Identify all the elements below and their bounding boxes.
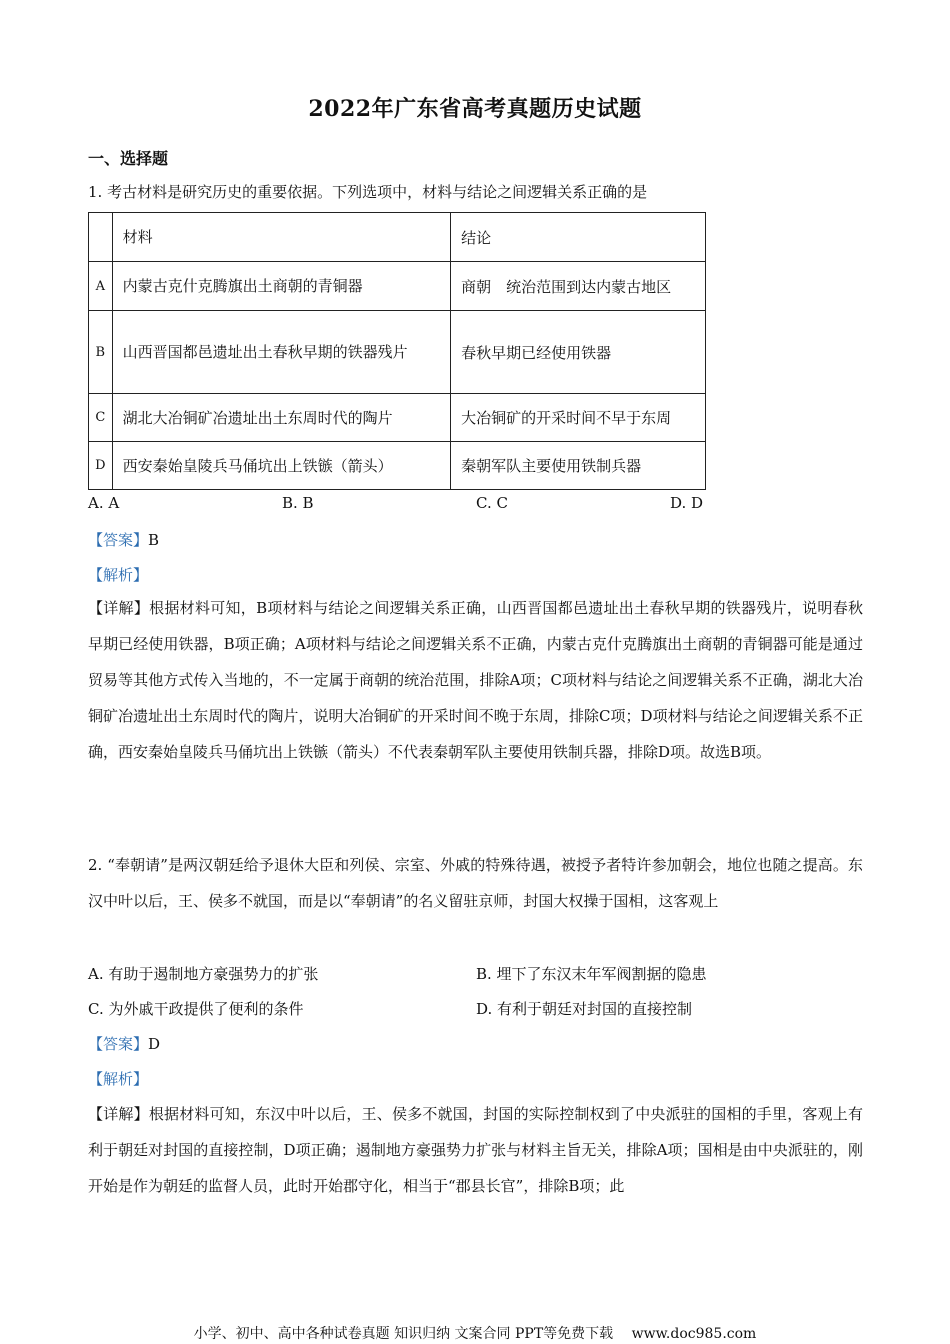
row-letter: B [89,311,113,394]
q1-stem: 1. 考古材料是研究历史的重要依据。下列选项中，材料与结论之间逻辑关系正确的是 [88,183,648,201]
detail-label: 【详解】 [88,1105,149,1123]
table-header-material: 材料 [112,213,451,262]
table-header-conclusion: 结论 [451,213,706,262]
answer-value: B [148,531,160,549]
answer-label: 【答案】 [88,1035,149,1053]
q1-answer [88,529,159,550]
row-letter: C [89,394,113,442]
q2-analysis-label: 【解析】 [88,1070,149,1088]
row-material: 内蒙古克什克腾旗出土商朝的青铜器 [112,262,451,311]
table-row [89,442,706,490]
q1-option-a: A. A [88,494,120,512]
row-letter: A [89,262,113,311]
row-conclusion: 商朝 统治范围到达内蒙古地区 [451,262,706,311]
section-heading: 一、选择题 [88,149,169,168]
table-cell [89,213,113,262]
page-title: 2022年广东省高考真题历史试题 [308,96,642,122]
table-row [89,262,706,311]
table-row [89,394,706,442]
detail-text: 根据材料可知，东汉中叶以后，王、侯多不就国，封国的实际控制权到了中央派驻的国相的手里，客观上有利于朝廷对封国的直接控制，D项正确；遏制地方豪强势力扩张与材料主旨无关，排除A项；国相是由中央派驻的，刚开始是作为朝廷的监督人员，此时开始郡守化，相当于“郡县长官”，排除B项；此 [88,1105,863,1195]
row-material: 山西晋国都邑遗址出土春秋早期的铁器残片 [112,311,451,394]
q1-table [88,212,706,490]
q1-detail [88,590,863,770]
q2-option-d: D. 有利于朝廷对封国的直接控制 [476,1000,693,1018]
q2-option-b: B. 埋下了东汉末年军阀割据的隐患 [476,965,707,983]
q2-stem: 2. “奉朝请”是两汉朝廷给予退休大臣和列侯、宗室、外戚的特殊待遇，被授予者特许参加朝会，地位也随之提高。东汉中叶以后，王、侯多不就国，而是以“奉朝请”的名义留驻京师，封国大权操于国相，这客观上 [88,856,863,910]
q1-analysis-label: 【解析】 [88,566,149,584]
row-material: 湖北大冶铜矿冶遗址出土东周时代的陶片 [112,394,451,442]
answer-value: D [148,1035,161,1053]
q2-option-c: C. 为外戚干政提供了便利的条件 [88,1000,304,1018]
q1-option-d: D. D [670,494,704,512]
row-conclusion: 大冶铜矿的开采时间不早于东周 [451,394,706,442]
row-letter: D [89,442,113,490]
q2-option-a: A. 有助于遏制地方豪强势力的扩张 [88,965,319,983]
row-material: 西安秦始皇陵兵马俑坑出上铁镞（箭头） [112,442,451,490]
table-header-row [89,213,706,262]
q1-option-c: C. C [476,494,508,512]
q1-option-b: B. B [282,494,314,512]
detail-text: 根据材料可知，B项材料与结论之间逻辑关系正确，山西晋国都邑遗址出土春秋早期的铁器残片，说明春秋早期已经使用铁器，B项正确；A项材料与结论之间逻辑关系不正确，内蒙古克什克腾旗出土商朝的青铜器可能是通过贸易等其他方式传入当地的，不一定属于商朝的统治范围，排除A项；C项材料与结论之间逻辑关系不正确，湖北大冶铜矿冶遗址出土东周时代的陶片，说明大冶铜矿的开采时间不晚于东周，排除C项；D项材料与结论之间逻辑关系不正确，西安秦始皇陵兵马俑坑出上铁镞（箭头）不代表秦朝军队主要使用铁制兵器，排除D项。故选B项。 [88,599,863,761]
page-footer: 小学、初中、高中各种试卷真题 知识归纳 文案合同 PPT等免费下载 www.doc985.com [193,1326,757,1342]
detail-label: 【详解】 [88,599,150,617]
table-row [89,311,706,394]
q2-detail [88,1096,863,1204]
answer-label: 【答案】 [88,531,149,549]
row-conclusion: 春秋早期已经使用铁器 [451,311,706,394]
q2-answer [88,1033,160,1054]
row-conclusion: 秦朝军队主要使用铁制兵器 [451,442,706,490]
